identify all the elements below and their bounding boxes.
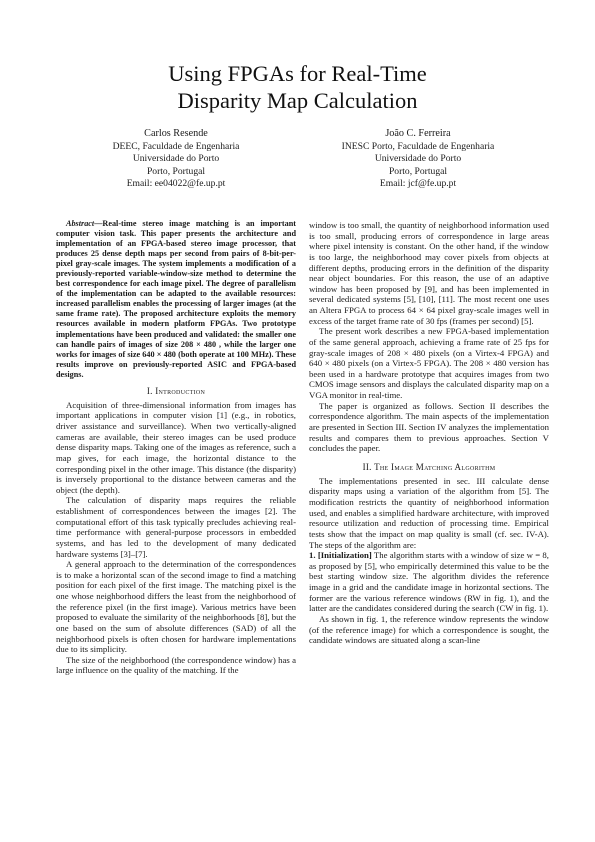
author-institution: Universidade do Porto (132, 153, 220, 165)
title-line-2: Disparity Map Calculation (177, 88, 418, 113)
paragraph: Acquisition of three-dimensional information from images has important applications in computer vision [1] (e.g., in robotics, driver assistance and surveillance). When two vertically-aligned cameras are available, their stereo images can be used produce dense disparity maps. Taking one of the images as reference, such a map gives, for each image, the horizontal distance to the corresponding pixel in the other image. This distance (the disparity) is inversely proportional to the distance between cameras and the object (the depth). (56, 399, 296, 495)
right-column (309, 220, 549, 646)
section-heading-algorithm: II. The Image Matching Algorithm (362, 461, 496, 472)
paragraph: As shown in fig. 1, the reference window represents the window (of the reference image) for which a correspondence is sought, the candidate windows are situated along a scan-line (309, 613, 549, 646)
paragraph: The size of the neighborhood (the correspondence window) has a large influence on the quality of the matching. If the (56, 654, 296, 676)
title-line-1: Using FPGAs for Real-Time (168, 61, 427, 86)
author-email: Email: jcf@fe.up.pt (379, 178, 457, 190)
author-email: Email: ee04022@fe.up.pt (126, 178, 226, 190)
paragraph: The calculation of disparity maps requires the reliable establishment of correspondences between the images [2]. The computational effort of this task typically precludes achieving real-time performance with general-purpose processors in embedded systems, and has led to the development of many dedicated hardware systems [3]–[7]. (56, 495, 296, 559)
algorithm-step (309, 550, 549, 614)
abstract (56, 219, 296, 380)
paragraph: The implementations presented in sec. III calculate dense disparity maps using a variation of the algorithm from [5]. The modification restricts the quantity of neighborhood information used, and enables a simplified hardware architecture, with improved resource utilization and reduction of processing time. Empirical tests show that the impact on map quality is small (cf. sec. IV-A). The steps of the algorithm are: (309, 475, 549, 550)
paper-title (0, 60, 595, 114)
paragraph: A general approach to the determination of the correspondences is to make a horizontal scan of the second image to find a matching position for each pixel of the first image. The matching pixel is the one whose neighborhood differs the least from the neighborhood of the reference pixel (in the first image). Various metrics have been proposed to evaluate the similarity of the neighborhoods [8], but the one based on the sum of absolute differences (SAD) of all the neighborhood pixels is often chosen for hardware implementations due to its simplicity. (56, 559, 296, 655)
paragraph: The paper is organized as follows. Section II describes the correspondence algorithm. The main aspects of the implementation are presented in Section III. Section IV analyzes the implementation results and compares them to previous approaches. Section V concludes the paper. (309, 400, 549, 454)
paragraph: The present work describes a new FPGA-based implementation of the same general approach, achieving a frame rate of 25 fps for gray-scale images of 208 × 480 pixels (on a Virtex-4 FPGA) and 640 × 480 pixels (on a Virtex-5 FPGA). The 208 × 480 version has been used in a hardware prototype that acquires images from two CMOS image sensors and displays the calculated disparity map on a VGA monitor in real-time. (309, 326, 549, 400)
section-heading-introduction: I. Introduction (146, 385, 206, 396)
author-name: João C. Ferreira (385, 128, 451, 139)
abstract-label: Abstract (66, 219, 95, 228)
author-affiliation: DEEC, Faculdade de Engenharia (112, 140, 240, 152)
step-text: The algorithm starts with a window of size w = 8, as proposed by [5], who empirically determined this value to be the best starting window size. The algorithm divides the reference image in a grid and the candidate image in horizontal sections. The former are the various reference windows (RW in fig. 1), and the latter are the candidates considered during the search (CW in fig. 1). (309, 550, 549, 614)
step-label: 1. [Initialization] (309, 550, 372, 561)
author-location: Porto, Portugal (388, 165, 448, 177)
author-name: Carlos Resende (144, 128, 208, 139)
author-location: Porto, Portugal (146, 165, 206, 177)
paragraph: window is too small, the quantity of neighborhood information used is too small, producing errors of correspondence in large areas where pixel intensity is constant. On the other hand, if the window is too large, the neighborhood may cover pixels from objects at different depths, producing errors in the definition of the disparity near object boundaries. For this reason, the use of an adaptive window has been proposed by [9], and has been implemented in several dedicated systems [5], [10], [11]. The most recent one uses an Altera FPGA to process 64 × 64 pixel gray-scale images well in excess of the target frame rate of 30 fps (frames per second) [5]. (309, 220, 549, 326)
abstract-text: —Real-time stereo image matching is an important computer vision task. This paper presents the architecture and implementation of an FPGA-based stereo image processor, that produces 25 dense depth maps per second from pairs of 8-bit-per-pixel gray-scale images. The system implements a modification of a previously-reported variable-window-size method to determine the best correspondence for each image pixel. The degree of parallelism of the implementation can be adapted to the available resources: increased parallelism enables the processing of larger images (at the same frame rate). The proposed architecture exploits the memory resources available in modern platform FPGAs. Two prototype implementations have been produced and validated: the smaller one can handle pairs of images of size 208 × 480 , while the larger one works for images of size 640 × 480 (both operate at 100 MHz). These results improve on previously-reported ASIC and FPGA-based designs. (56, 219, 296, 379)
author-affiliation: INESC Porto, Faculdade de Engenharia (341, 140, 495, 152)
left-column (56, 219, 296, 676)
author-institution: Universidade do Porto (374, 153, 462, 165)
author-block-1 (61, 128, 291, 191)
author-block-2 (303, 128, 533, 191)
